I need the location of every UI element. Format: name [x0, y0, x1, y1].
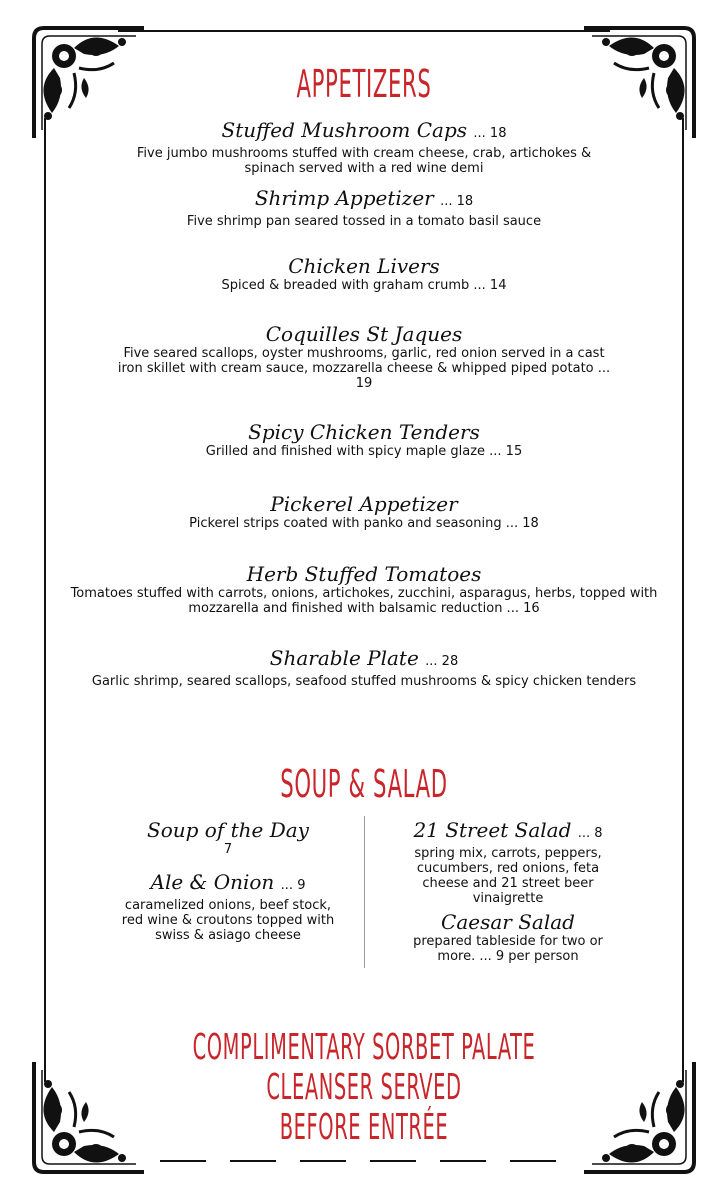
soup-salad-heading: SOUP & SALAD	[280, 762, 448, 806]
item-description: caramelized onions, beef stock, red wine & croutons topped with swiss & asiago cheese	[121, 898, 335, 943]
menu-item	[380, 910, 636, 964]
item-price: ... 28	[425, 654, 459, 669]
item-price: ... 18	[440, 194, 474, 209]
item-name: Soup of the Day	[147, 818, 309, 842]
menu-item	[60, 118, 668, 176]
menu-item	[380, 818, 636, 906]
sorbet-line-1: COMPLIMENTARY SORBET PALATE CLEANSER SERVED	[192, 1027, 536, 1108]
appetizers-heading: APPETIZERS	[296, 62, 432, 106]
item-name: Caesar Salad	[441, 910, 575, 934]
menu-item	[100, 870, 356, 943]
item-price: ... 9	[280, 878, 306, 893]
item-description: spring mix, carrots, peppers, cucumbers, red onions, feta cheese and 21 street beer vinaigrette	[414, 846, 602, 906]
frame-left-rule	[44, 118, 46, 1082]
menu-item	[60, 186, 668, 229]
item-price: ... 8	[577, 826, 603, 841]
item-description: Five seared scallops, oyster mushrooms, garlic, red onion served in a cast iron skillet with cream sauce, mozzarella cheese & whipped piped potato ... 19	[117, 346, 611, 391]
frame-right-rule	[682, 118, 684, 1082]
item-name: Coquilles St Jaques	[265, 322, 463, 346]
sorbet-notice	[146, 1028, 583, 1148]
item-name: Pickerel Appetizer	[270, 492, 458, 516]
item-name: Shrimp Appetizer	[254, 186, 434, 210]
floral-corner-ornament-icon	[24, 1052, 154, 1182]
item-name: Ale & Onion	[150, 870, 275, 894]
item-name: 21 Street Salad	[413, 818, 572, 842]
floral-corner-ornament-icon	[574, 1052, 704, 1182]
item-description: Spiced & breaded with graham crumb ... 14	[221, 278, 507, 293]
item-name: Chicken Livers	[288, 254, 440, 278]
menu-item	[60, 322, 668, 391]
menu-item	[100, 818, 356, 857]
sorbet-line-2: BEFORE ENTRÉE	[279, 1107, 449, 1148]
column-divider	[364, 816, 365, 968]
item-description: Five jumbo mushrooms stuffed with cream cheese, crab, artichokes & spinach served with a red wine demi	[136, 146, 592, 176]
menu-item	[60, 562, 668, 616]
menu-item	[60, 646, 668, 689]
menu-item	[60, 492, 668, 531]
item-description: Tomatoes stuffed with carrots, onions, artichokes, zucchini, asparagus, herbs, topped with mozzarella and finished with balsamic reduction ... 16	[70, 586, 658, 616]
frame-top-rule	[118, 30, 610, 32]
item-name: Sharable Plate	[269, 646, 419, 670]
item-name: Herb Stuffed Tomatoes	[246, 562, 482, 586]
item-description: prepared tableside for two or more. ... 9 per person	[413, 934, 603, 964]
menu-item	[60, 254, 668, 293]
item-description: Five shrimp pan seared tossed in a tomato basil sauce	[186, 214, 542, 229]
menu-item	[60, 420, 668, 459]
frame-bottom-rule	[160, 1160, 568, 1162]
item-description: Garlic shrimp, seared scallops, seafood stuffed mushrooms & spicy chicken tenders	[91, 674, 637, 689]
item-price: ... 18	[473, 126, 507, 141]
item-description: Pickerel strips coated with panko and seasoning ... 18	[189, 516, 539, 531]
item-price: 7	[223, 842, 233, 857]
item-description: Grilled and finished with spicy maple glaze ... 15	[205, 444, 523, 459]
item-name: Spicy Chicken Tenders	[248, 420, 480, 444]
item-name: Stuffed Mushroom Caps	[221, 118, 468, 142]
